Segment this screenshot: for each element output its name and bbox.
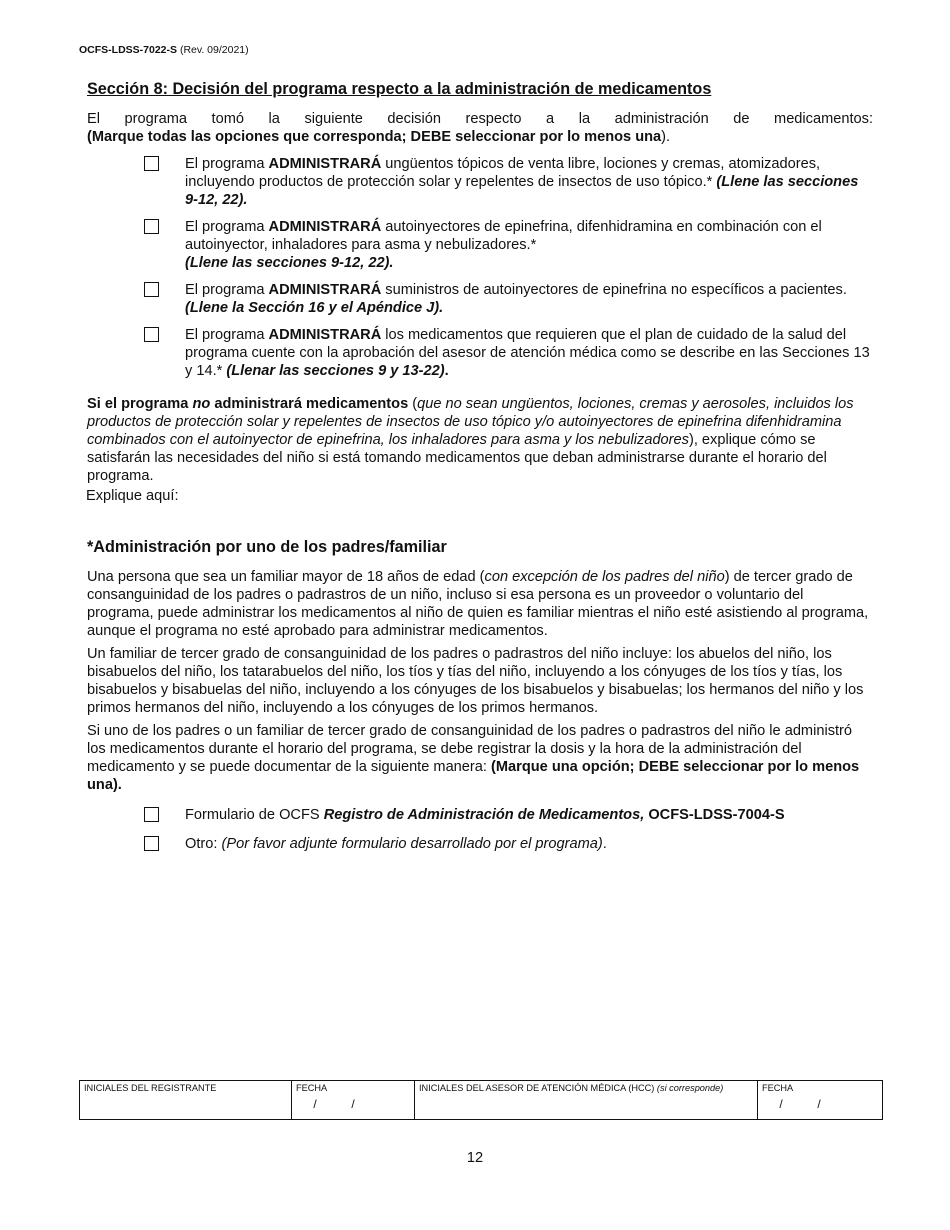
decision-checkbox-4[interactable]	[144, 327, 159, 342]
date-cell-1[interactable]	[292, 1081, 415, 1120]
page-number: 12	[466, 1150, 484, 1166]
documentation-option: Formulario de OCFS Registro de Administración de Medicamentos, OCFS-LDSS-7004-S	[87, 806, 873, 824]
documentation-option: Otro: (Por favor adjunte formulario desarrollado por el programa).	[87, 835, 873, 853]
decision-option: El programa ADMINISTRARÁ los medicamentos que requieren que el plan de cuidado de la salud del programa cuente con la aprobación del asesor de atención médica como se describe en las Secciones 13 y 14.* (Llenar las secciones 9 y 13-22).	[87, 326, 873, 380]
decision-checkbox-1[interactable]	[144, 156, 159, 171]
parent-admin-paragraph-2: Un familiar de tercer grado de consanguinidad de los padres o padrastros del niño incluye: los abuelos del niño, los bisabuelos del niño, los tatarabuelos del niño, los tíos y tías del niño, incluyendo a los cónyuges de los tíos y tías, los bisabuelos y bisabuelas del niño, incluyendo a los cónyuges de los bisabuelos y bisabuelas; los hermanos del niño y los primos hermanos del niño, incluyendo a los cónyuges de los primos hermanos.	[87, 646, 864, 716]
documentation-checkbox-other[interactable]	[144, 836, 159, 851]
page-content	[87, 80, 873, 864]
decision-option: El programa ADMINISTRARÁ ungüentos tópicos de venta libre, lociones y cremas, atomizadores, incluyendo productos de protección solar y repelentes de insectos de uso tópico.* (Llene las secciones 9-12, 22).	[87, 155, 873, 209]
documentation-options	[87, 806, 873, 853]
signature-table	[79, 1080, 883, 1120]
date-cell-2[interactable]	[758, 1081, 883, 1120]
documentation-checkbox-form[interactable]	[144, 807, 159, 822]
decision-option: El programa ADMINISTRARÁ autoinyectores de epinefrina, difenhidramina en combinación con el autoinyector, inhaladores para asma y nebulizadores.* (Llene las secciones 9-12, 22).	[87, 218, 873, 272]
section-intro-instruction: (Marque todas las opciones que corresponda; DEBE seleccionar por lo menos una).	[87, 129, 671, 145]
hcc-initials-cell[interactable]	[415, 1081, 758, 1120]
no-admin-paragraph: Si el programa no administrará medicamentos (que no sean ungüentos, lociones, cremas y aerosoles, incluidos los productos de protección solar y repelentes de insectos de uso tópico y/o autoinyectores de epinefrina difenhidramina combinados con el autoinyector de epinefrina, los inhaladores para asma y los nebulizadores), explique cómo se satisfarán las necesidades del niño si está tomando medicamentos que deban administrarse durante el horario del programa.	[87, 396, 854, 484]
decision-checkbox-2[interactable]	[144, 219, 159, 234]
hcc-note: (si corresponde)	[656, 1083, 724, 1093]
decision-options	[87, 155, 873, 380]
decision-checkbox-3[interactable]	[144, 282, 159, 297]
parent-admin-paragraph-1: Una persona que sea un familiar mayor de 18 años de edad (con excepción de los padres del niño) de tercer grado de consanguinidad de los padres o padrastros de un niño, incluso si esa persona es un proveedor o voluntario del programa, puede administrar los medicamentos al niño de quien es familiar mientras el niño esté asistiendo al programa, aunque el programa no esté aprobado para administrar medicamentos.	[87, 569, 869, 639]
hcc-initials-label: INICIALES DEL ASESOR DE ATENCIÓN MÉDICA (HCC)	[419, 1083, 655, 1093]
date-label-2: FECHA	[762, 1083, 794, 1093]
parent-admin-title: *Administración por uno de los padres/familiar	[87, 538, 447, 556]
decision-option: El programa ADMINISTRARÁ suministros de autoinyectores de epinefrina no específicos a pacientes. (Llene la Sección 16 y el Apéndice J).	[87, 281, 873, 317]
explain-field-label[interactable]: Explique aquí:	[86, 488, 179, 504]
parent-admin-paragraph-3: Si uno de los padres o un familiar de tercer grado de consanguinidad de los padres o padrastros del niño le administró los medicamentos durante el horario del programa, se debe registrar la dosis y la hora de la administración del medicamento y se puede documentar de la siguiente manera: (Marque una opción; DEBE seleccionar por lo menos una).	[87, 723, 860, 793]
registrant-initials-label: INICIALES DEL REGISTRANTE	[84, 1083, 217, 1093]
form-id	[79, 44, 249, 56]
form-revision: (Rev. 09/2021)	[179, 44, 249, 56]
date-slashes-1: / /	[313, 1097, 355, 1111]
section-intro: El programa tomó la siguiente decisión respecto a la administración de medicamentos:	[87, 111, 873, 127]
date-slashes-2: / /	[779, 1097, 821, 1111]
registrant-initials-cell[interactable]	[80, 1081, 292, 1120]
section-title: Sección 8: Decisión del programa respecto a la administración de medicamentos	[87, 80, 712, 98]
form-code: OCFS-LDSS-7022-S	[79, 44, 178, 56]
date-label-1: FECHA	[296, 1083, 328, 1093]
